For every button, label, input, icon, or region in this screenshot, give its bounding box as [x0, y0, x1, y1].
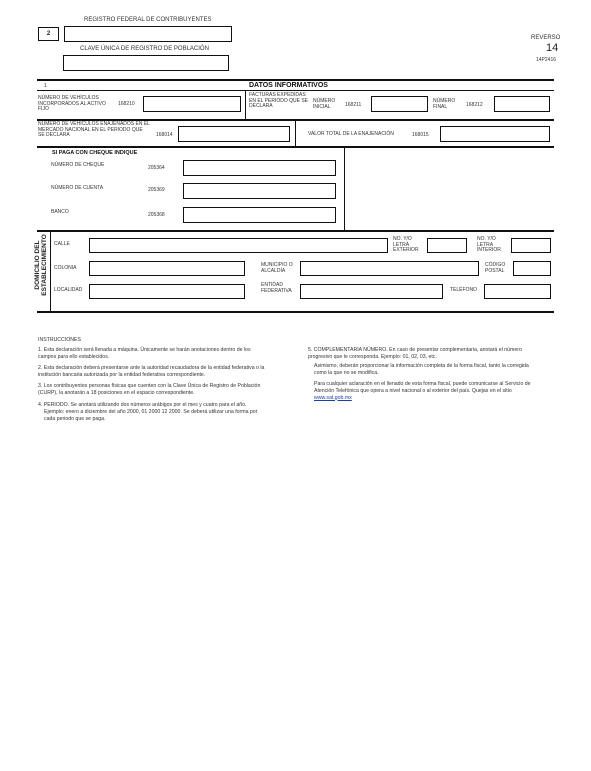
vehiculos-code: 168210: [118, 101, 135, 107]
calle-label: CALLE: [54, 241, 70, 247]
cuenta-field[interactable]: [183, 183, 336, 199]
enajenados-field[interactable]: [178, 126, 290, 142]
contact-text: Para cualquier aclaración en el llenado de esta forma fiscal, puede comunicarse al Servicio de Atención Telefónica que opera a nivel nacional o al exterior del país. Quejas en el sitio: [314, 381, 531, 394]
inicial-field[interactable]: [371, 96, 428, 112]
no-ext-field[interactable]: [427, 238, 467, 253]
vehiculos-field[interactable]: [143, 96, 241, 112]
inicial-label: NÚMERO INICIAL: [313, 98, 336, 110]
final-label: NÚMERO FINAL: [433, 98, 456, 110]
cuenta-label: NÚMERO DE CUENTA: [51, 185, 104, 191]
row2-divider: [295, 120, 296, 147]
reverso-label: REVERSO: [531, 35, 561, 41]
municipio-field[interactable]: [300, 261, 479, 276]
cp-label: CÓDIGO POSTAL: [485, 262, 506, 274]
banco-label: BANCO: [51, 209, 69, 215]
section-title-rule: [37, 90, 554, 91]
section-number: 1: [44, 83, 47, 89]
page-number-box: [38, 27, 59, 41]
section-title: DATOS INFORMATIVOS: [249, 82, 328, 89]
instruction-item: 2. Esta declaración deberá presentarse ante la autoridad recaudadora de la entidad federativa o la institución bancaria autorizada por la entidad federativa correspondiente.: [38, 365, 265, 378]
instructions-left: [38, 347, 270, 425]
instruction-item: 5. COMPLEMENTARIA NÚMERO. En caso de presentar complementaria, anotará el número progresivo que le corresponda. Ejemplo: 01, 02, 03, etc.: [308, 347, 522, 360]
cuenta-code: 205369: [148, 187, 165, 193]
rfc-field[interactable]: [64, 26, 232, 42]
form-code: 14P2416: [536, 57, 557, 63]
valor-field[interactable]: [440, 126, 550, 142]
colonia-field[interactable]: [89, 261, 245, 276]
row1-divider: [245, 91, 246, 119]
enajenados-label: NÚMERO DE VEHÍCULOS ENAJENADOS EN EL MERCADO NACIONAL EN EL PERIODO QUE SE DECLARA: [38, 121, 150, 139]
no-int-label: NO. Y/O LETRA INTERIOR: [477, 236, 501, 254]
cheque-title: SI PAGA CON CHEQUE INDIQUE: [52, 150, 138, 156]
municipio-label: MUNICIPIO O ALCALDÍA: [261, 262, 293, 274]
instruction-item: Asimismo, deberán proporcionar la información completa de la forma fiscal, tanto la corregida como la que no se modifica.: [314, 363, 529, 376]
final-field[interactable]: [494, 96, 550, 112]
instruction-item: 1. Esta declaración será llenada a máquina. Únicamente se harán anotaciones dentro de los campos para ello establecidos.: [38, 347, 251, 360]
cheque-rule: [37, 230, 554, 232]
no-int-field[interactable]: [511, 238, 551, 253]
no-ext-label: NO. Y/O LETRA EXTERIOR: [393, 236, 419, 254]
calle-field[interactable]: [89, 238, 388, 253]
section-top-rule: [37, 79, 554, 81]
curp-label: CLAVE ÚNICA DE REGISTRO DE POBLACIÓN: [80, 46, 209, 52]
section-bottom-rule: [37, 311, 554, 313]
cheque-number-field[interactable]: [183, 160, 336, 176]
entidad-field[interactable]: [300, 284, 443, 299]
instruction-item: 3. Los contribuyentes personas físicas que cuenten con la Clave Única de Registro de Población (CURP), la anotarán a 18 posiciones en el espacio correspondiente.: [38, 383, 261, 396]
facturas-label: FACTURAS EXPEDIDAS EN EL PERIODO QUE SE DECLARA: [249, 92, 308, 110]
instruction-item: Ejemplo: enero a diciembre del año 2000, 01 2000 12 2000. Se deberá utilizar una forma por cada periodo que se paga.: [44, 409, 258, 422]
form-number: 14: [546, 42, 559, 54]
valor-code: 168015: [412, 132, 429, 138]
domicilio-title-line2: ESTABLECIMIENTO: [41, 234, 48, 296]
telefono-field[interactable]: [484, 284, 551, 299]
entidad-label: ENTIDAD FEDERATIVA: [261, 282, 292, 294]
colonia-label: COLONIA: [54, 265, 77, 271]
telefono-label: TELÉFONO: [450, 287, 477, 293]
instruction-item: [308, 381, 532, 401]
banco-code: 205368: [148, 212, 165, 218]
rfc-label: REGISTRO FEDERAL DE CONTRIBUYENTES: [84, 17, 212, 23]
domicilio-side-divider: [50, 232, 51, 312]
enajenados-code: 168014: [156, 132, 173, 138]
vehiculos-label: NÚMERO DE VEHÍCULOS INCORPORADOS AL ACTIVO FIJO: [38, 95, 106, 113]
sat-link[interactable]: www.sat.gob.mx: [314, 394, 352, 401]
page-number: 2: [46, 31, 51, 37]
inicial-code: 168211: [345, 102, 362, 108]
localidad-field[interactable]: [89, 284, 245, 299]
localidad-label: LOCALIDAD: [54, 287, 83, 293]
final-code: 168212: [466, 102, 483, 108]
domicilio-title-line1: DOMICILIO DEL: [34, 240, 41, 290]
instruction-item: 4. PERIODO. Se anotará utilizando dos números arábigos por el mes y cuatro para el año.: [38, 401, 247, 408]
banco-field[interactable]: [183, 207, 336, 223]
instructions-title: INSTRUCCIONES: [38, 337, 81, 343]
cheque-number-label: NÚMERO DE CHEQUE: [51, 162, 105, 168]
cheque-divider: [344, 147, 345, 231]
instructions-right: [308, 347, 532, 404]
cheque-number-code: 205364: [148, 165, 165, 171]
curp-field[interactable]: [63, 55, 229, 71]
valor-label: VALOR TOTAL DE LA ENAJENACIÓN: [308, 131, 394, 137]
row2-rule: [37, 146, 554, 148]
cp-field[interactable]: [513, 261, 551, 276]
